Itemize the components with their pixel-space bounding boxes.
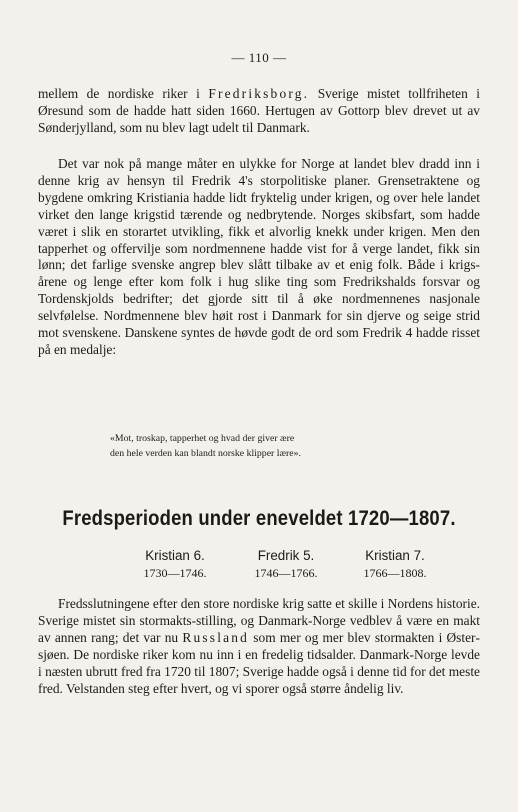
king-name: Kristian 6. xyxy=(145,548,205,563)
paragraph-1-text xyxy=(38,86,480,137)
medal-quote xyxy=(110,432,410,461)
page-number: — 110 — xyxy=(231,50,287,65)
paragraph-3-text xyxy=(38,596,480,697)
king-name: Fredrik 5. xyxy=(257,548,315,563)
medal-quote-line-2: den hele verden kan blandt norske klipper lære». xyxy=(110,447,301,459)
paragraph-1-before: mellem de nordiske riker i xyxy=(38,86,209,101)
king-name: Kristian 7. xyxy=(365,548,425,563)
king-years: 1746—1766. xyxy=(254,566,318,580)
paragraph-3-before: Fredsslutningene efter den store nordiske krig satte et skille i Nordens historie. Sverige mistet sin stormakts-stilling, og Danmark-Norge vedblev å være en makt av annen rang; det var nu xyxy=(38,596,480,645)
place-name-fredriksborg: Fredriksborg. xyxy=(208,86,310,101)
paragraph-3-after: som mer og mer blev stormakten i Østersjøen. De nordiske riker kom nu inn i en fredelig tidsalder. Danmark-Norge levde i næsten ubrutt fred fra 1720 til 1807; Sverige hadde også i denne tid for det meste fred. Velstanden steg efter hvert, og vi sporer også større åndelig liv. xyxy=(38,629,480,696)
king-years: 1766—1808. xyxy=(363,566,427,580)
kings-list xyxy=(0,548,518,588)
section-heading: Fredsperioden under eneveldet 1720—1807. xyxy=(62,506,456,530)
paragraph-2-text: Det var nok på mange måter en ulykke for Norge at landet blev dradd inn i denne krig av hensyn til Fredrik 4's storpolitiske planer. Grensetraktene og bygdene omkring Kristiania hadde lidt fryktelig under krigen, og over hele landet virket den lange krigstid tærende og nedbrytende. Norges skibsfart, som hadde været i slik en storartet utvikling, fikk et alvorlig knekk under krigen. Men den tapperhet og offervilje som nordmennene hadde vist for å verge landet, fikk sin lønn; det farlige svenske angrep blev slått tilbake av et enig folk. Både i krigsårene og lenge efter kom folk i hug slike ting som Fredrikshalds forsvar og Tordenskjolds bedrifter; det gjorde sitt til å øke nordmennenes nasjonale selvfølelse. Nordmennene blev høit rost i Danmark for sin djerve og seige strid mot svenskene. Danskene syntes de høvde godt de ord som Fredrik 4 hadde risset på en medalje: xyxy=(38,156,480,357)
king-years: 1730—1746. xyxy=(143,566,207,580)
king-entry xyxy=(330,548,460,581)
paragraph-2 xyxy=(38,156,480,359)
country-name-russland: Russland xyxy=(182,629,250,645)
paragraph-1 xyxy=(38,86,480,137)
paragraph-1-after: Sverige mistet tollfriheten i Øresund som de hadde hatt siden 1660. Hertugen av Gottorp blev drevet ut av Sønderjylland, som nu blev lagt udelt til Danmark. xyxy=(38,86,480,135)
medal-quote-line-1: «Mot, troskap, tapperhet og hvad der giver ære xyxy=(110,433,295,444)
paragraph-3 xyxy=(38,596,480,697)
